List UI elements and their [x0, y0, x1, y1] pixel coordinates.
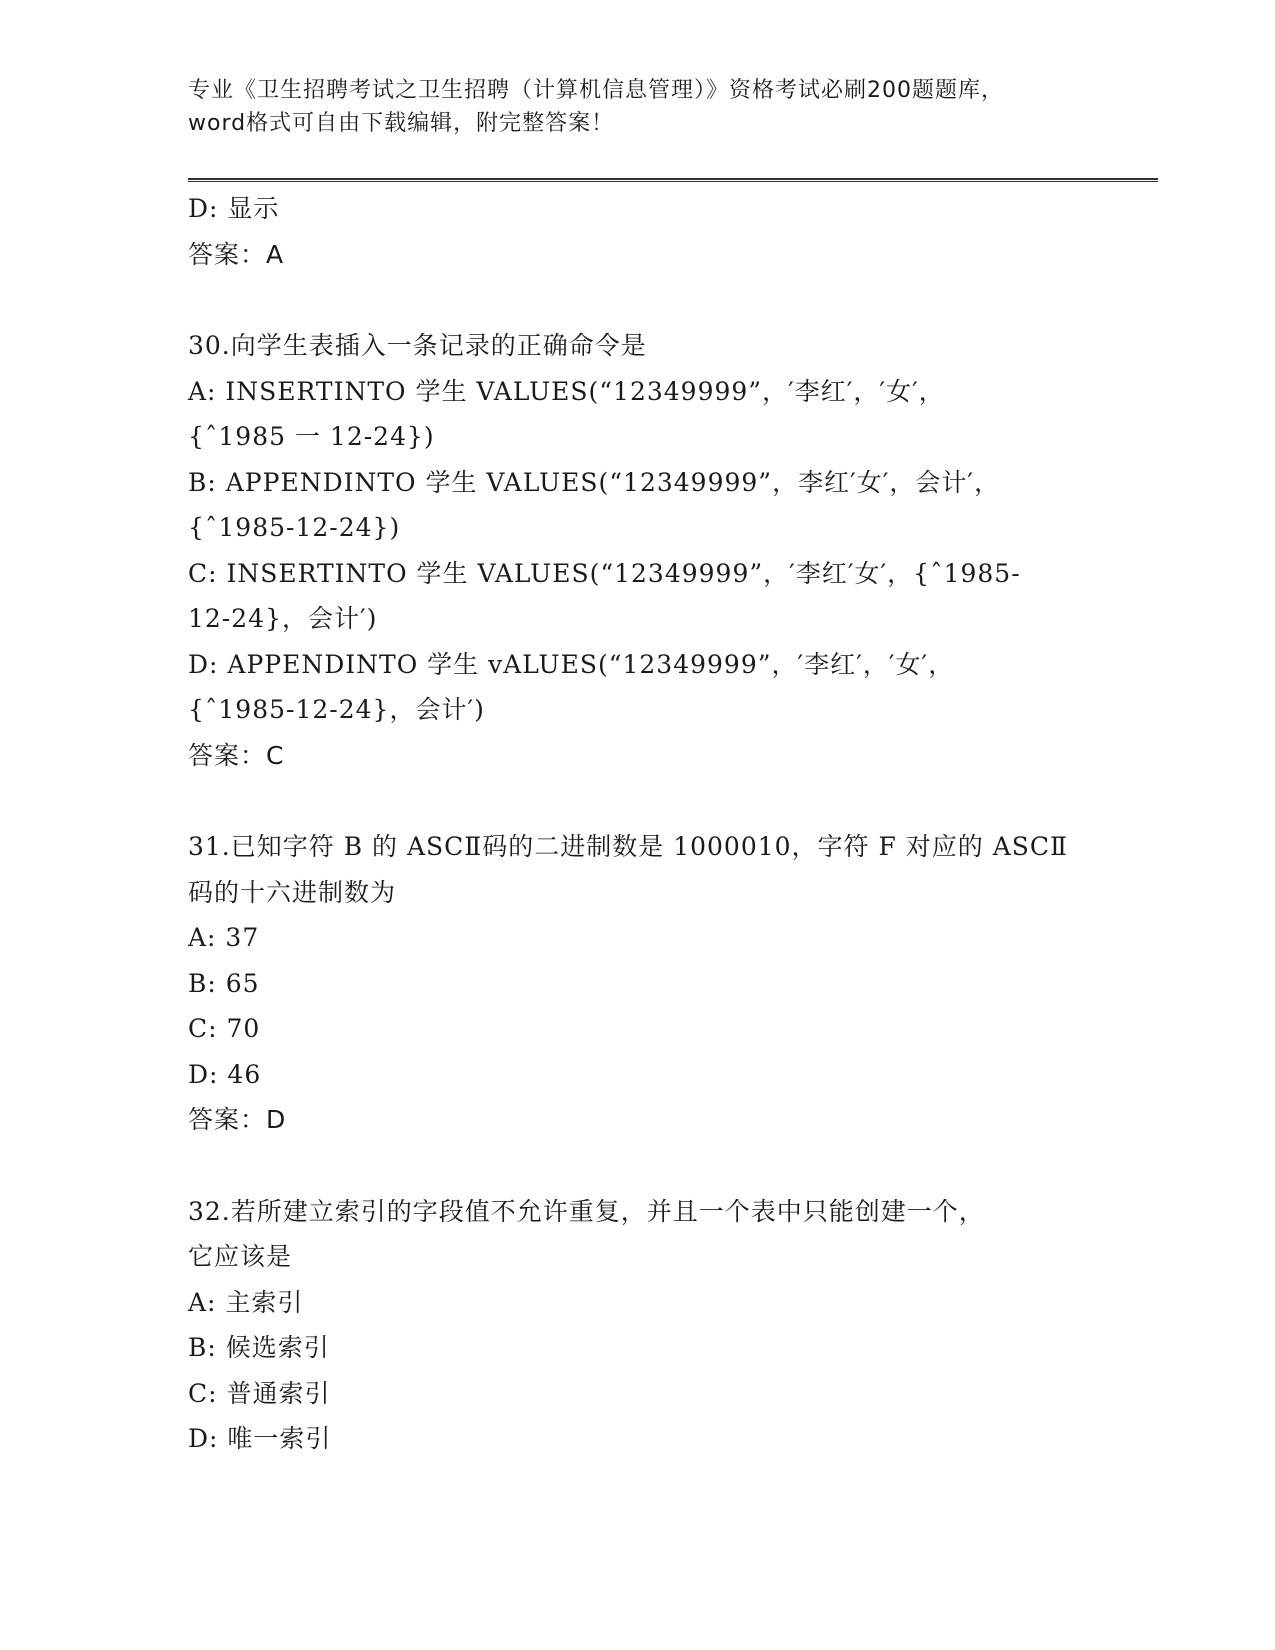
option-d: D: 46 [188, 1059, 262, 1089]
header-line-2: word格式可自由下载编辑，附完整答案！ [188, 111, 615, 136]
previous-question-tail [188, 186, 1088, 277]
option-d-continued: {ˆ1985-12-24}，会计′) [188, 695, 485, 724]
option-d: D: 唯一索引 [188, 1424, 332, 1453]
question-32 [188, 1189, 1088, 1462]
question-stem: 31.已知字符 B 的 ASCⅡ码的二进制数是 1000010，字符 F 对应的 ASCⅡ [188, 832, 1069, 861]
option-a-continued: {ˆ1985 一 12-24}) [188, 422, 435, 451]
question-stem-continued: 它应该是 [188, 1242, 293, 1271]
option-a: A: INSERTINTO 学生 VALUES(“12349999”，′李红′，′女′， [188, 376, 945, 406]
answer-line: 答案：C [188, 740, 285, 770]
question-content [188, 186, 1088, 1462]
header-divider [188, 178, 1158, 182]
option-b: B: APPENDINTO 学生 VALUES(“12349999”，李红′女′，会计′， [188, 467, 1001, 497]
option-a: A: 主索引 [188, 1287, 304, 1317]
option-b-continued: {ˆ1985-12-24}) [188, 513, 401, 542]
answer-line: 答案：A [188, 239, 285, 269]
question-30 [188, 323, 1088, 778]
question-31 [188, 824, 1088, 1143]
header-line-1: 专业《卫生招聘考试之卫生招聘（计算机信息管理）》资格考试必刷200题题库， [188, 78, 1004, 103]
question-stem-continued: 码的十六进制数为 [188, 877, 397, 907]
option-c-continued: 12-24}，会计′) [188, 604, 378, 633]
option-b: B: 65 [188, 968, 260, 998]
option-c: C: 70 [188, 1014, 261, 1043]
answer-line: 答案：D [188, 1105, 287, 1134]
question-stem: 30.向学生表插入一条记录的正确命令是 [188, 331, 647, 360]
document-header [188, 74, 1108, 140]
option-b: B: 候选索引 [188, 1333, 330, 1362]
option-d: D: APPENDINTO 学生 vALUES(“12349999”，′李红′，′女′， [188, 649, 955, 679]
option-a: A: 37 [188, 923, 260, 952]
question-stem: 32.若所建立索引的字段值不允许重复，并且一个表中只能创建一个， [188, 1196, 985, 1226]
option-c: C: 普通索引 [188, 1378, 331, 1408]
option-d: D: 显示 [188, 194, 280, 223]
option-c: C: INSERTINTO 学生 VALUES(“12349999”，′李红′女′，{ˆ1985- [188, 558, 1021, 588]
